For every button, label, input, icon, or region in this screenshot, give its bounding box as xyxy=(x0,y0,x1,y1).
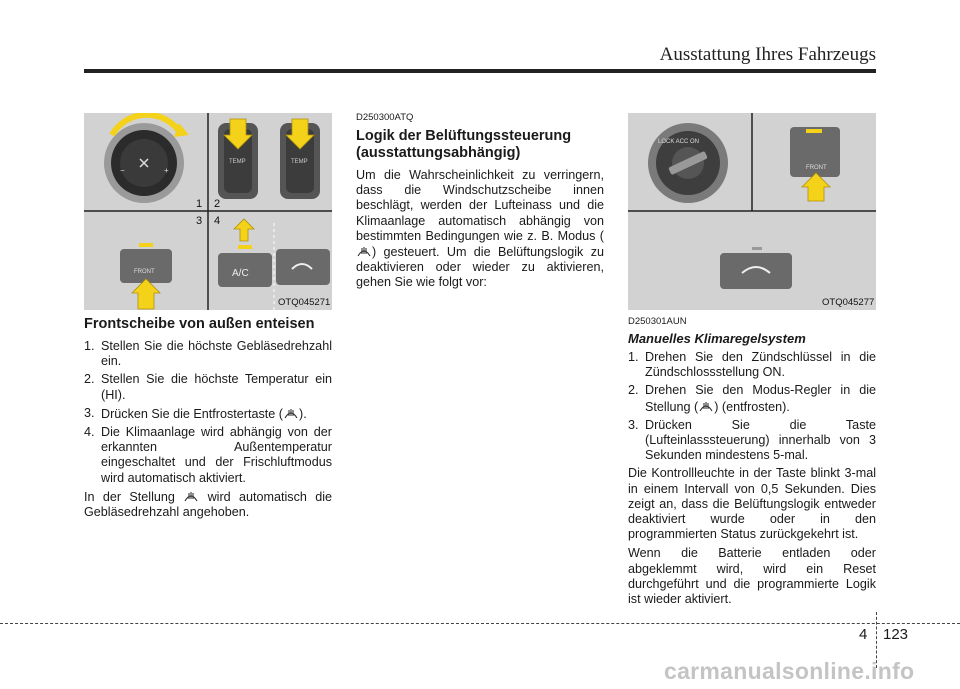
list-number: 3. xyxy=(628,417,639,432)
ignition-defrost-illustration xyxy=(628,113,876,310)
intro-paragraph xyxy=(356,168,604,291)
paragraph-text: ) gesteuert. Um die Belüftungslogik zu deaktivieren oder wieder zu aktivieren, gehen Sie wie folgt vor: xyxy=(356,245,604,290)
left-column xyxy=(84,316,332,520)
list-item xyxy=(84,406,332,422)
climate-controls-illustration xyxy=(84,113,332,310)
list-text: ) (entfrosten). xyxy=(714,399,790,414)
list-item xyxy=(628,350,876,380)
subheading: Manuelles Klimaregelsystem xyxy=(628,331,806,346)
list-item xyxy=(84,372,332,402)
ac-label: A/C xyxy=(232,268,249,279)
front-label: FRONT xyxy=(134,269,155,275)
list-text: Drücken Sie die Taste (Lufteinlasssteuerung) innerhalb von 3 Sekunden mindestens 5-mal. xyxy=(645,417,876,463)
defrost-icon xyxy=(283,406,299,420)
svg-text:+: + xyxy=(164,166,169,175)
list-item xyxy=(84,339,332,369)
list-item xyxy=(628,383,876,414)
right-column xyxy=(628,316,876,607)
defrost-icon xyxy=(698,399,714,413)
paragraph: Die Kontrollleuchte in der Taste blinkt 3-mal in einem Intervall von 0,5 Sekunden. Dies zeigt an, dass die Belüftungslogik entweder deaktiviert wurde oder in den programmierten Status zurückgekehrt ist. xyxy=(628,466,876,542)
list-text: Drehen Sie den Modus-Regler in die Stellung ( xyxy=(645,383,876,414)
figure-label-4: 4 xyxy=(214,215,221,227)
paragraph: Wenn die Batterie entladen oder abgeklemmt wird, wird ein Reset durchgeführt und die programmierte Logik ist wieder aktiviert. xyxy=(628,546,876,607)
temp-label: TEMP xyxy=(291,159,308,165)
list-number: 1. xyxy=(84,339,95,353)
list-text: Drehen Sie den Zündschlüssel in die Zündschlossstellung ON. xyxy=(645,350,876,380)
note-text: wird automatisch die Gebläsedrehzahl angehoben. xyxy=(84,489,333,520)
header-rule xyxy=(84,69,876,73)
ignition-switch-text: LOCK ACC ON xyxy=(658,139,700,145)
list-number: 2. xyxy=(628,383,639,398)
watermark: carmanualsonline.info xyxy=(664,658,915,684)
figure-climate-controls xyxy=(84,113,332,310)
list-text: Stellen Sie die höchste Temperatur ein (HI). xyxy=(101,372,332,402)
page-number: 123 xyxy=(883,626,909,643)
middle-column xyxy=(356,112,604,291)
section-heading: Logik der Belüftungssteuerung (ausstattungsabhängig) xyxy=(356,128,572,161)
paragraph-text: Um die Wahrscheinlichkeit zu verringern, dass die Windschutzscheibe innen beschlägt, werden der Lufteinass und die Klimaanlage automatisch abhängig von bestimmten Bedingungen wie z. B. Modus ( xyxy=(356,168,604,243)
front-label: FRONT xyxy=(806,165,827,171)
list-item xyxy=(84,425,332,486)
figure-label-3: 3 xyxy=(196,215,203,227)
section-heading: Frontscheibe von außen enteisen xyxy=(84,316,315,332)
temp-label: TEMP xyxy=(229,159,246,165)
list-text: ). xyxy=(299,406,307,421)
figure-label-1: 1 xyxy=(196,198,203,210)
running-header: Ausstattung Ihres Fahrzeugs xyxy=(659,44,876,65)
section-code: D250300ATQ xyxy=(356,112,414,123)
chapter-number: 4 xyxy=(859,626,868,643)
figure-ignition-defrost xyxy=(628,113,876,310)
list-number: 3. xyxy=(84,405,95,420)
figure-caption-1: OTQ045271 xyxy=(278,297,331,308)
steps-list xyxy=(84,339,332,486)
list-text: Stellen Sie die höchste Gebläsedrehzahl ein. xyxy=(101,339,332,369)
defrost-icon xyxy=(183,489,199,503)
svg-text:−: − xyxy=(120,166,125,175)
defrost-icon xyxy=(356,244,372,258)
note-paragraph xyxy=(84,489,332,520)
note-text: In der Stellung xyxy=(84,489,175,504)
list-item xyxy=(628,418,876,464)
list-text: Drücken Sie die Entfrostertaste ( xyxy=(101,406,283,421)
list-number: 1. xyxy=(628,350,639,364)
steps-list xyxy=(628,350,876,463)
footer-rule xyxy=(0,623,960,624)
list-text: Die Klimaanlage wird abhängig von der erkannten Außentemperatur eingeschaltet und der Frischluftmodus wird automatisch aktiviert. xyxy=(101,425,332,485)
list-number: 4. xyxy=(84,425,95,440)
list-number: 2. xyxy=(84,372,95,387)
figure-caption-2: OTQ045277 xyxy=(822,297,875,308)
section-code: D250301AUN xyxy=(628,316,687,327)
figure-label-2: 2 xyxy=(214,198,221,210)
